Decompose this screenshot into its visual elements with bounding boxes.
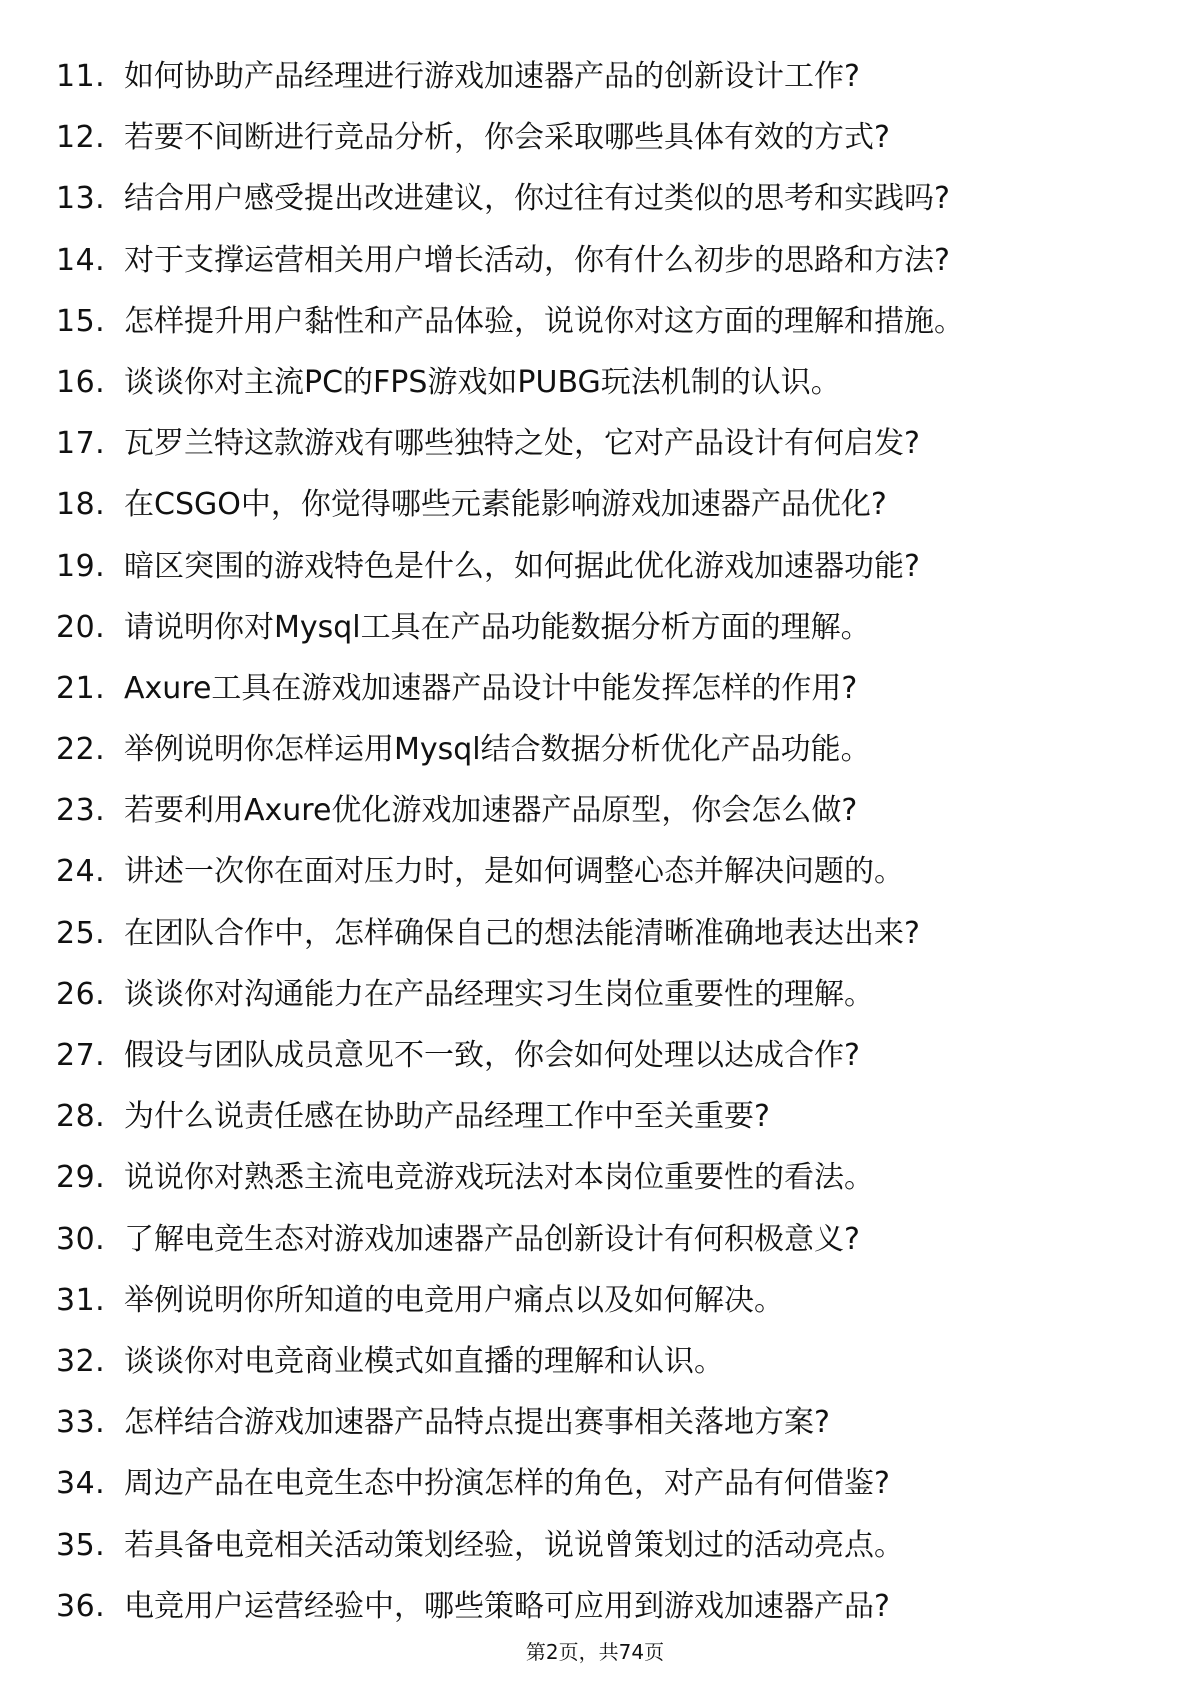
- question-number: 13.: [56, 181, 106, 217]
- question-item: [0, 719, 1190, 780]
- question-text: 对于支撑运营相关用户增长活动，你有什么初步的思路和方法?: [124, 242, 950, 278]
- question-text: 说说你对熟悉主流电竞游戏玩法对本岗位重要性的看法。: [124, 1160, 874, 1196]
- question-number: 36.: [56, 1588, 106, 1624]
- question-text: 为什么说责任感在协助产品经理工作中至关重要?: [124, 1099, 770, 1135]
- question-item: [0, 413, 1190, 474]
- question-text: 在CSGO中，你觉得哪些元素能影响游戏加速器产品优化?: [124, 487, 887, 523]
- question-number: 27.: [56, 1038, 106, 1073]
- question-text: 举例说明你怎样运用Mysql结合数据分析优化产品功能。: [124, 732, 871, 768]
- question-text: 假设与团队成员意见不一致，你会如何处理以达成合作?: [124, 1038, 860, 1073]
- question-item: [0, 597, 1190, 658]
- question-text: 若具备电竞相关活动策划经验，说说曾策划过的活动亮点。: [124, 1527, 904, 1563]
- question-number: 29.: [56, 1160, 106, 1196]
- page-footer: 第2页，共74页: [525, 1640, 665, 1664]
- question-number: 31.: [56, 1282, 106, 1318]
- question-item: [0, 1025, 1190, 1086]
- question-number: 16.: [56, 364, 106, 400]
- question-item: [0, 536, 1190, 597]
- question-text: 请说明你对Mysql工具在产品功能数据分析方面的理解。: [124, 609, 871, 645]
- question-item: [0, 780, 1190, 841]
- question-number: 18.: [56, 487, 106, 523]
- question-number: 23.: [56, 793, 106, 829]
- question-item: [0, 964, 1190, 1025]
- question-number: 17.: [56, 426, 106, 462]
- question-number: 14.: [56, 242, 106, 278]
- question-item: [0, 658, 1190, 719]
- question-item: [0, 1576, 1190, 1637]
- question-number: 21.: [56, 670, 106, 706]
- question-text: 谈谈你对电竞商业模式如直播的理解和认识。: [124, 1343, 724, 1379]
- question-item: [0, 1331, 1190, 1392]
- question-text: 谈谈你对主流PC的FPS游戏如PUBG玩法机制的认识。: [124, 364, 841, 400]
- question-number: 34.: [56, 1466, 106, 1502]
- question-number: 26.: [56, 976, 106, 1012]
- question-number: 30.: [56, 1221, 106, 1257]
- question-text: 周边产品在电竞生态中扮演怎样的角色，对产品有何借鉴?: [124, 1466, 890, 1502]
- question-number: 19.: [56, 548, 106, 584]
- question-text: 结合用户感受提出改进建议，你过往有过类似的思考和实践吗?: [124, 181, 950, 217]
- question-number: 24.: [56, 854, 106, 890]
- question-text: 举例说明你所知道的电竞用户痛点以及如何解决。: [124, 1282, 784, 1318]
- question-number: 12.: [56, 120, 106, 156]
- question-item: [0, 1147, 1190, 1208]
- question-item: [0, 1270, 1190, 1331]
- question-item: [0, 291, 1190, 352]
- question-number: 20.: [56, 609, 106, 645]
- question-item: [0, 230, 1190, 291]
- question-item: [0, 46, 1190, 107]
- question-item: [0, 841, 1190, 902]
- question-number: 15.: [56, 303, 106, 339]
- question-text: 了解电竞生态对游戏加速器产品创新设计有何积极意义?: [124, 1221, 860, 1257]
- question-item: [0, 474, 1190, 535]
- question-text: 谈谈你对沟通能力在产品经理实习生岗位重要性的理解。: [124, 976, 874, 1012]
- question-list: [0, 46, 1190, 1637]
- question-text: 若要不间断进行竞品分析，你会采取哪些具体有效的方式?: [124, 120, 890, 156]
- question-text: 在团队合作中，怎样确保自己的想法能清晰准确地表达出来?: [124, 915, 920, 951]
- question-item: [0, 352, 1190, 413]
- question-number: 32.: [56, 1343, 106, 1379]
- question-text: 暗区突围的游戏特色是什么，如何据此优化游戏加速器功能?: [124, 548, 920, 584]
- question-text: 讲述一次你在面对压力时，是如何调整心态并解决问题的。: [124, 854, 904, 890]
- question-number: 22.: [56, 732, 106, 768]
- question-item: [0, 1453, 1190, 1514]
- question-text: 如何协助产品经理进行游戏加速器产品的创新设计工作?: [124, 59, 860, 94]
- question-item: [0, 168, 1190, 229]
- question-text: 电竞用户运营经验中，哪些策略可应用到游戏加速器产品?: [124, 1588, 890, 1624]
- question-number: 33.: [56, 1405, 106, 1441]
- question-number: 35.: [56, 1527, 106, 1563]
- question-text: 怎样结合游戏加速器产品特点提出赛事相关落地方案?: [124, 1405, 830, 1441]
- question-number: 25.: [56, 915, 106, 951]
- question-text: 瓦罗兰特这款游戏有哪些独特之处，它对产品设计有何启发?: [124, 426, 920, 462]
- question-number: 28.: [56, 1099, 106, 1135]
- question-text: 怎样提升用户黏性和产品体验，说说你对这方面的理解和措施。: [124, 303, 964, 339]
- question-item: [0, 903, 1190, 964]
- question-number: 11.: [56, 59, 106, 94]
- question-item: [0, 1515, 1190, 1576]
- question-text: Axure工具在游戏加速器产品设计中能发挥怎样的作用?: [124, 670, 858, 706]
- question-item: [0, 1086, 1190, 1147]
- question-item: [0, 1209, 1190, 1270]
- question-item: [0, 1392, 1190, 1453]
- question-item: [0, 107, 1190, 168]
- question-text: 若要利用Axure优化游戏加速器产品原型，你会怎么做?: [124, 793, 858, 829]
